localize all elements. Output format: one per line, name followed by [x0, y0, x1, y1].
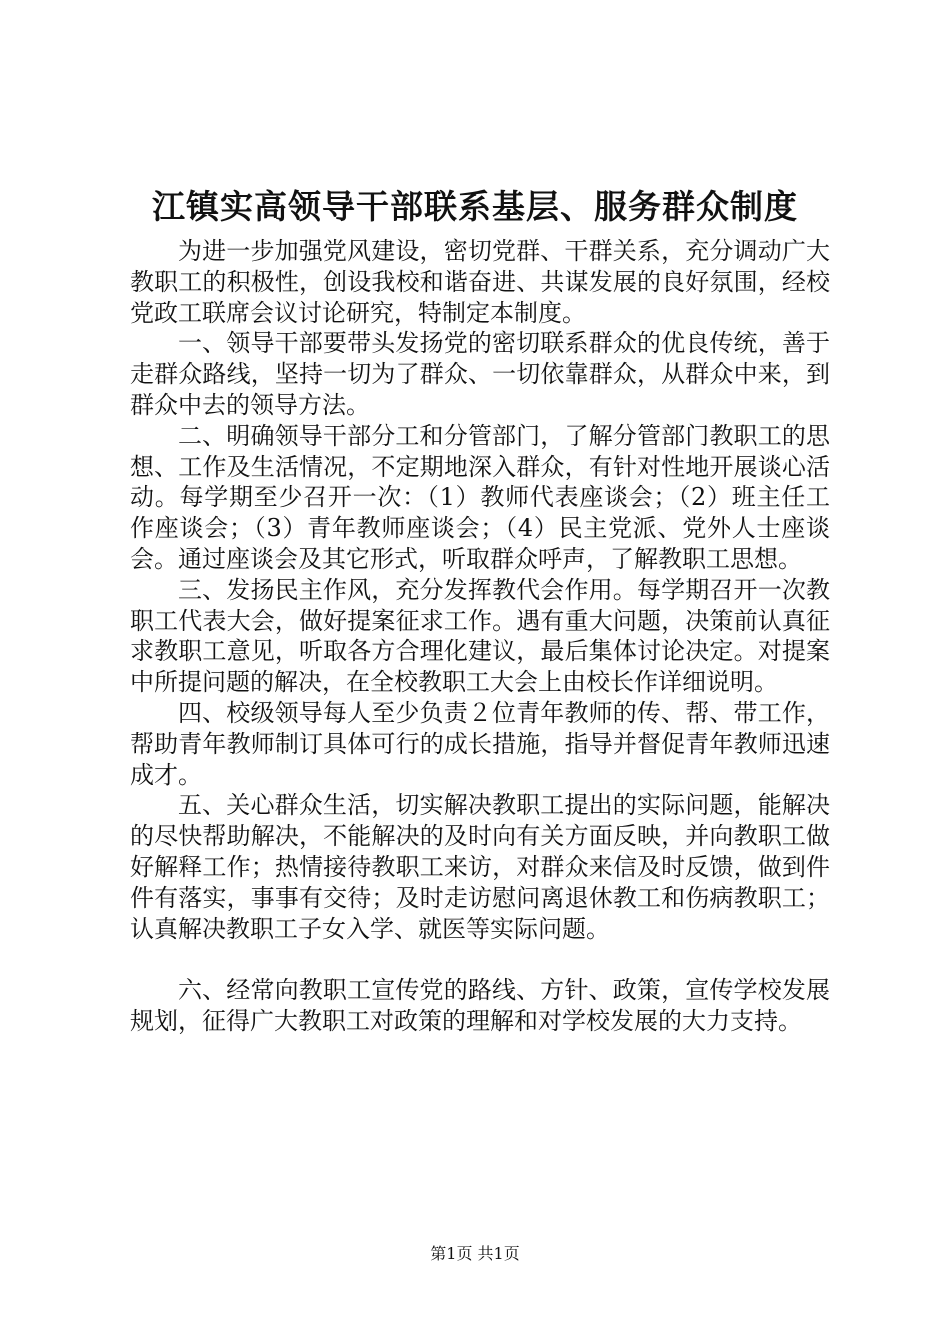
clause-5-paragraph: 五、关心群众生活，切实解决教职工提出的实际问题，能解决的尽快帮助解决，不能解决的及时向有关方面反映，并向教职工做好解释工作；热情接待教职工来访，对群众来信及时反馈，做到件件有落实，事事有交待；及时走访慰问离退休教工和伤病教职工；认真解决教职工子女入学、就医等实际问题。	[130, 791, 830, 943]
clause-3-paragraph: 三、发扬民主作风，充分发挥教代会作用。每学期召开一次教职工代表大会，做好提案征求工作。遇有重大问题，决策前认真征求教职工意见，听取各方合理化建议，最后集体讨论决定。对提案中所提问题的解决，在全校教职工大会上由校长作详细说明。	[130, 575, 830, 697]
document-body	[130, 236, 830, 1037]
document-title: 江镇实高领导干部联系基层、服务群众制度	[152, 187, 798, 226]
clause-6-paragraph: 六、经常向教职工宣传党的路线、方针、政策，宣传学校发展规划，征得广大教职工对政策的理解和对学校发展的大力支持。	[130, 976, 830, 1036]
clause-2-paragraph: 二、明确领导干部分工和分管部门，了解分管部门教职工的思想、工作及生活情况，不定期地深入群众，有针对性地开展谈心活动。每学期至少召开一次：（1）教师代表座谈会；（2）班主任工作座谈会；（3）青年教师座谈会；（4）民主党派、党外人士座谈会。通过座谈会及其它形式，听取群众呼声，了解教职工思想。	[130, 421, 830, 573]
page-number-footer: 第1页 共1页	[430, 1244, 520, 1263]
intro-paragraph: 为进一步加强党风建设，密切党群、干群关系，充分调动广大教职工的积极性，创设我校和谐奋进、共谋发展的良好氛围，经校党政工联席会议讨论研究，特制定本制度。	[130, 237, 830, 327]
clause-1-paragraph: 一、领导干部要带头发扬党的密切联系群众的优良传统，善于走群众路线，坚持一切为了群众、一切依靠群众，从群众中来，到群众中去的领导方法。	[130, 329, 830, 419]
clause-4-paragraph: 四、校级领导每人至少负责２位青年教师的传、帮、带工作，帮助青年教师制订具体可行的成长措施，指导并督促青年教师迅速成才。	[130, 698, 830, 789]
